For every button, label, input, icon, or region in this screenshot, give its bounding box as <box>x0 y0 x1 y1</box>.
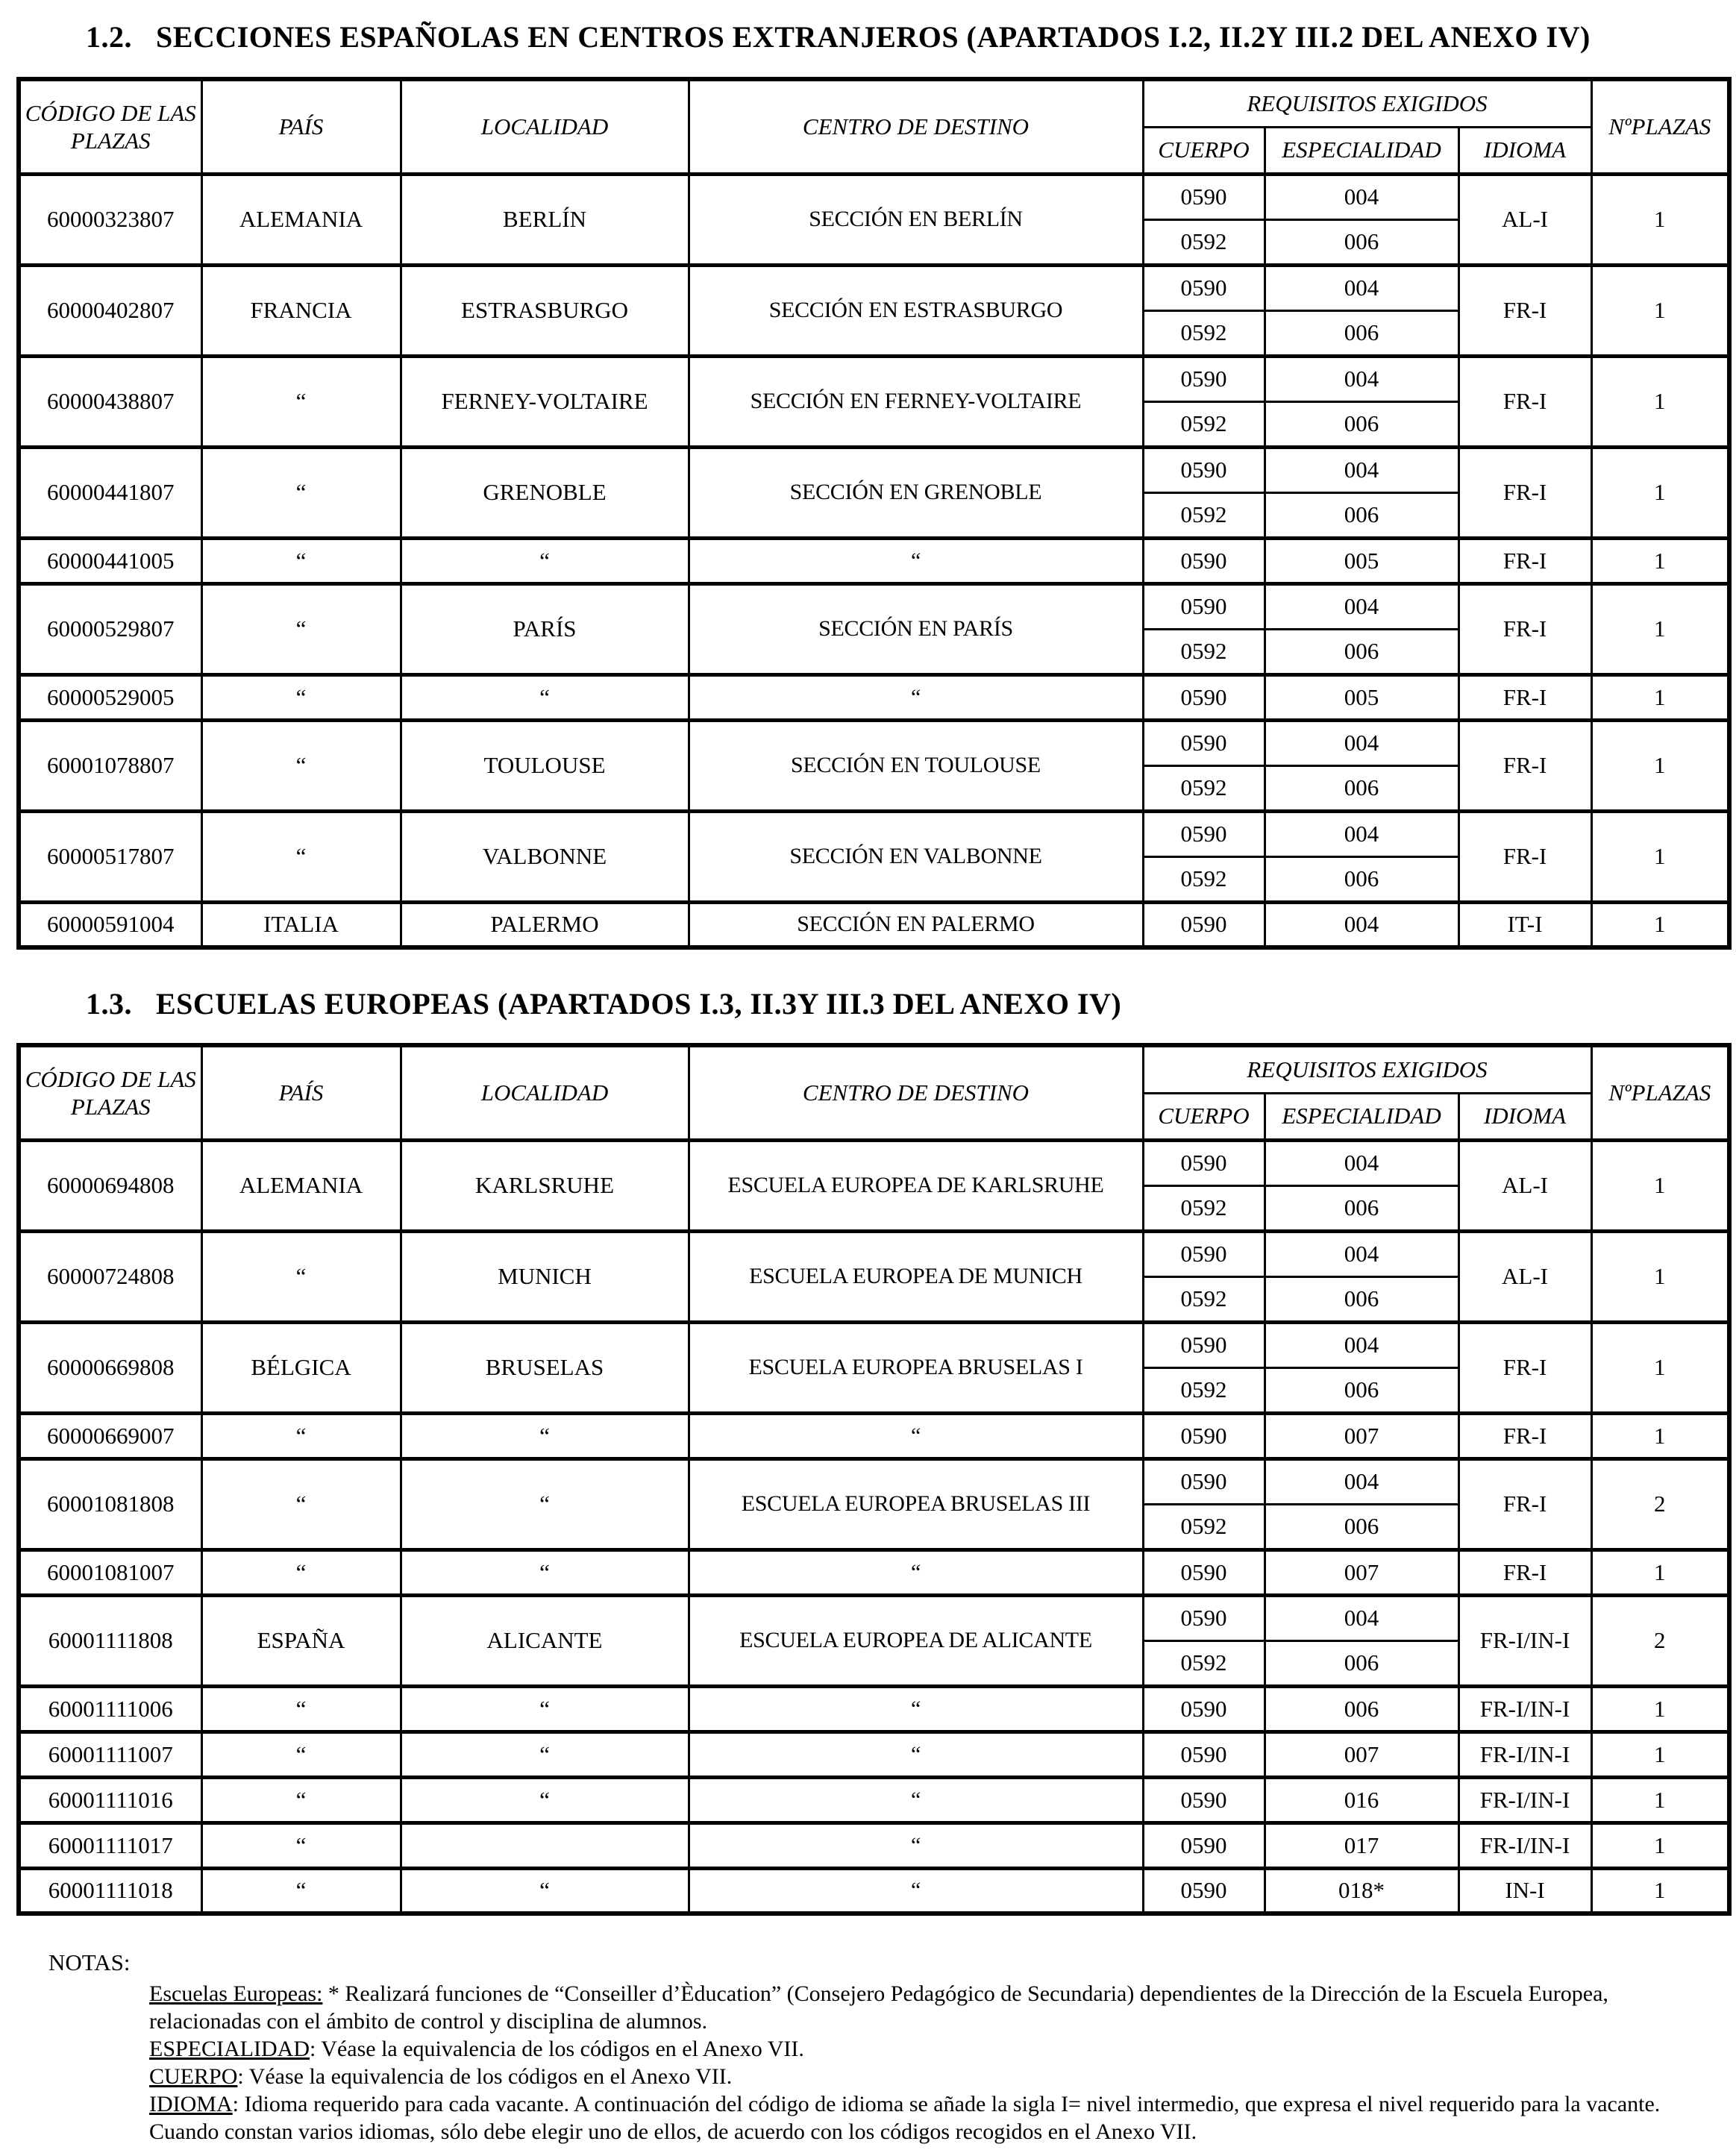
table-row <box>19 1868 1729 1914</box>
cell-idioma: FR-I/IN-I <box>1458 1731 1591 1777</box>
table-row <box>19 1731 1729 1777</box>
cell-pais: “ <box>201 538 401 583</box>
cell-localidad: “ <box>401 674 689 720</box>
cell-cuerpo: 0592 <box>1143 765 1265 811</box>
cell-especialidad: 017 <box>1265 1823 1458 1868</box>
cell-plazas: 1 <box>1591 1413 1729 1458</box>
cell-especialidad: 004 <box>1265 174 1458 219</box>
note-text: * Realizará funciones de “Conseiller d’Èducation” (Consejero Pedagógico de Secundaria) dependientes de la Dirección de la Escuela Europea, relacionadas con el ámbito de control y disciplina de alumnos. <box>149 1981 1608 2034</box>
table-header <box>19 1045 1729 1140</box>
cell-centro: SECCIÓN EN ESTRASBURGO <box>689 265 1143 356</box>
col-header-especialidad: ESPECIALIDAD <box>1265 127 1458 174</box>
cell-cuerpo: 0590 <box>1143 174 1265 219</box>
header-row-top <box>19 1045 1729 1093</box>
cell-cuerpo: 0592 <box>1143 492 1265 538</box>
cell-idioma: FR-I <box>1458 1413 1591 1458</box>
table-escuelas-europeas <box>16 1043 1732 1916</box>
cell-especialidad: 006 <box>1265 1686 1458 1731</box>
cell-centro: SECCIÓN EN BERLÍN <box>689 174 1143 265</box>
cell-especialidad: 006 <box>1265 765 1458 811</box>
cell-cuerpo: 0592 <box>1143 219 1265 265</box>
cell-plazas: 1 <box>1591 1231 1729 1322</box>
cell-especialidad: 006 <box>1265 401 1458 447</box>
cell-especialidad: 006 <box>1265 492 1458 538</box>
section-number: 1.2. <box>86 20 132 54</box>
col-header-idioma: IDIOMA <box>1458 1093 1591 1140</box>
cell-cuerpo: 0592 <box>1143 856 1265 902</box>
cell-cuerpo: 0590 <box>1143 1458 1265 1504</box>
cell-cuerpo: 0592 <box>1143 1504 1265 1549</box>
cell-plazas: 1 <box>1591 356 1729 447</box>
cell-centro: “ <box>689 1686 1143 1731</box>
cell-cuerpo: 0590 <box>1143 583 1265 629</box>
cell-codigo: 60000438807 <box>19 356 201 447</box>
note-text: : Véase la equivalencia de los códigos en el Anexo VII. <box>310 2037 804 2061</box>
table-row <box>19 902 1729 947</box>
cell-cuerpo: 0590 <box>1143 356 1265 401</box>
table-row <box>19 1140 1729 1185</box>
cell-plazas: 1 <box>1591 720 1729 811</box>
cell-centro: SECCIÓN EN FERNEY-VOLTAIRE <box>689 356 1143 447</box>
cell-idioma: FR-I/IN-I <box>1458 1777 1591 1823</box>
col-header-plazas: NºPLAZAS <box>1591 79 1729 174</box>
cell-pais: “ <box>201 1549 401 1595</box>
cell-pais: “ <box>201 720 401 811</box>
section-title: ESCUELAS EUROPEAS (APARTADOS I.3, II.3Y III.3 DEL ANEXO IV) <box>156 987 1122 1021</box>
cell-cuerpo: 0590 <box>1143 902 1265 947</box>
cell-codigo: 60000441005 <box>19 538 201 583</box>
cell-centro: SECCIÓN EN TOULOUSE <box>689 720 1143 811</box>
cell-centro: SECCIÓN EN GRENOBLE <box>689 447 1143 538</box>
cell-idioma: AL-I <box>1458 1231 1591 1322</box>
table-row <box>19 356 1729 401</box>
cell-plazas: 1 <box>1591 1823 1729 1868</box>
cell-localidad: MUNICH <box>401 1231 689 1322</box>
cell-centro: SECCIÓN EN VALBONNE <box>689 811 1143 902</box>
table-row <box>19 1777 1729 1823</box>
cell-codigo: 60001111007 <box>19 1731 201 1777</box>
cell-especialidad: 004 <box>1265 1231 1458 1276</box>
cell-idioma: FR-I <box>1458 356 1591 447</box>
cell-plazas: 1 <box>1591 1549 1729 1595</box>
cell-cuerpo: 0592 <box>1143 1185 1265 1231</box>
table-row <box>19 1413 1729 1458</box>
cell-especialidad: 006 <box>1265 1276 1458 1322</box>
cell-cuerpo: 0590 <box>1143 265 1265 310</box>
cell-pais: ITALIA <box>201 902 401 947</box>
cell-plazas: 1 <box>1591 538 1729 583</box>
note-term: CUERPO <box>149 2064 238 2089</box>
table-row <box>19 1322 1729 1367</box>
cell-centro: “ <box>689 1868 1143 1914</box>
cell-especialidad: 007 <box>1265 1549 1458 1595</box>
cell-cuerpo: 0590 <box>1143 1549 1265 1595</box>
table-row <box>19 447 1729 492</box>
cell-localidad: ALICANTE <box>401 1595 689 1686</box>
section-heading-1-2 <box>86 19 1591 54</box>
cell-localidad: “ <box>401 1458 689 1549</box>
cell-cuerpo: 0590 <box>1143 1322 1265 1367</box>
cell-idioma: FR-I <box>1458 1549 1591 1595</box>
col-header-requisitos: REQUISITOS EXIGIDOS <box>1143 79 1591 127</box>
cell-pais: ALEMANIA <box>201 1140 401 1231</box>
cell-plazas: 1 <box>1591 811 1729 902</box>
cell-localidad: KARLSRUHE <box>401 1140 689 1231</box>
table-row <box>19 174 1729 219</box>
cell-pais: “ <box>201 1823 401 1868</box>
cell-especialidad: 005 <box>1265 674 1458 720</box>
cell-cuerpo: 0590 <box>1143 1823 1265 1868</box>
table-body <box>19 174 1729 947</box>
cell-especialidad: 006 <box>1265 1640 1458 1686</box>
cell-localidad: “ <box>401 1777 689 1823</box>
notes-label: NOTAS: <box>48 1949 131 1975</box>
table-row <box>19 674 1729 720</box>
table-row <box>19 1231 1729 1276</box>
cell-especialidad: 004 <box>1265 902 1458 947</box>
cell-localidad: “ <box>401 1413 689 1458</box>
table-row <box>19 1549 1729 1595</box>
cell-idioma: AL-I <box>1458 1140 1591 1231</box>
cell-pais: “ <box>201 1686 401 1731</box>
cell-pais: “ <box>201 447 401 538</box>
cell-codigo: 60001078807 <box>19 720 201 811</box>
cell-centro: ESCUELA EUROPEA DE MUNICH <box>689 1231 1143 1322</box>
cell-idioma: FR-I <box>1458 583 1591 674</box>
cell-pais: “ <box>201 1458 401 1549</box>
cell-centro: ESCUELA EUROPEA BRUSELAS III <box>689 1458 1143 1549</box>
cell-cuerpo: 0590 <box>1143 720 1265 765</box>
section-heading-1-3 <box>86 986 1121 1021</box>
cell-pais: “ <box>201 1231 401 1322</box>
note-term: IDIOMA <box>149 2092 233 2116</box>
cell-cuerpo: 0590 <box>1143 1777 1265 1823</box>
cell-centro: “ <box>689 538 1143 583</box>
note-text: : Véase la equivalencia de los códigos en el Anexo VII. <box>237 2064 733 2089</box>
notes-section <box>48 1949 1716 2146</box>
cell-especialidad: 006 <box>1265 1504 1458 1549</box>
table-header <box>19 79 1729 174</box>
note-especialidad <box>149 2035 1712 2063</box>
cell-centro: SECCIÓN EN PALERMO <box>689 902 1143 947</box>
cell-idioma: FR-I/IN-I <box>1458 1686 1591 1731</box>
cell-codigo: 60001111006 <box>19 1686 201 1731</box>
cell-idioma: FR-I <box>1458 265 1591 356</box>
cell-cuerpo: 0592 <box>1143 401 1265 447</box>
cell-codigo: 60000529005 <box>19 674 201 720</box>
cell-localidad <box>401 1823 689 1868</box>
cell-centro: ESCUELA EUROPEA DE ALICANTE <box>689 1595 1143 1686</box>
header-row-top <box>19 79 1729 127</box>
cell-pais: FRANCIA <box>201 265 401 356</box>
cell-centro: ESCUELA EUROPEA BRUSELAS I <box>689 1322 1143 1413</box>
cell-centro: “ <box>689 1413 1143 1458</box>
cell-centro: “ <box>689 674 1143 720</box>
cell-idioma: FR-I <box>1458 811 1591 902</box>
cell-localidad: VALBONNE <box>401 811 689 902</box>
cell-codigo: 60001111808 <box>19 1595 201 1686</box>
cell-idioma: FR-I <box>1458 1458 1591 1549</box>
cell-plazas: 1 <box>1591 583 1729 674</box>
cell-especialidad: 005 <box>1265 538 1458 583</box>
cell-plazas: 1 <box>1591 1686 1729 1731</box>
cell-pais: “ <box>201 1413 401 1458</box>
cell-idioma: FR-I <box>1458 447 1591 538</box>
col-header-localidad: LOCALIDAD <box>401 79 689 174</box>
cell-pais: “ <box>201 674 401 720</box>
cell-especialidad: 006 <box>1265 1185 1458 1231</box>
cell-codigo: 60000323807 <box>19 174 201 265</box>
cell-localidad: BERLÍN <box>401 174 689 265</box>
cell-plazas: 1 <box>1591 1322 1729 1413</box>
cell-codigo: 60001111018 <box>19 1868 201 1914</box>
cell-localidad: GRENOBLE <box>401 447 689 538</box>
cell-especialidad: 006 <box>1265 629 1458 674</box>
cell-idioma: IN-I <box>1458 1868 1591 1914</box>
cell-especialidad: 004 <box>1265 811 1458 856</box>
cell-cuerpo: 0590 <box>1143 1140 1265 1185</box>
section-title: SECCIONES ESPAÑOLAS EN CENTROS EXTRANJEROS (APARTADOS I.2, II.2Y III.2 DEL ANEXO IV) <box>156 20 1591 54</box>
cell-especialidad: 004 <box>1265 720 1458 765</box>
cell-plazas: 2 <box>1591 1458 1729 1549</box>
note-term: ESPECIALIDAD <box>149 2037 310 2061</box>
cell-especialidad: 004 <box>1265 1595 1458 1640</box>
col-header-cuerpo: CUERPO <box>1143 1093 1265 1140</box>
cell-idioma: FR-I/IN-I <box>1458 1595 1591 1686</box>
cell-centro: “ <box>689 1731 1143 1777</box>
cell-pais: “ <box>201 811 401 902</box>
cell-pais: “ <box>201 1868 401 1914</box>
table-row <box>19 1823 1729 1868</box>
cell-especialidad: 016 <box>1265 1777 1458 1823</box>
cell-cuerpo: 0592 <box>1143 1367 1265 1413</box>
col-header-especialidad: ESPECIALIDAD <box>1265 1093 1458 1140</box>
cell-localidad: ESTRASBURGO <box>401 265 689 356</box>
col-header-localidad: LOCALIDAD <box>401 1045 689 1140</box>
cell-cuerpo: 0590 <box>1143 1413 1265 1458</box>
cell-cuerpo: 0592 <box>1143 1640 1265 1686</box>
cell-cuerpo: 0590 <box>1143 674 1265 720</box>
cell-localidad: FERNEY-VOLTAIRE <box>401 356 689 447</box>
table-row <box>19 583 1729 629</box>
note-idioma <box>149 2090 1712 2146</box>
cell-cuerpo: 0592 <box>1143 310 1265 356</box>
cell-plazas: 1 <box>1591 902 1729 947</box>
cell-cuerpo: 0590 <box>1143 1868 1265 1914</box>
cell-cuerpo: 0590 <box>1143 538 1265 583</box>
cell-pais: “ <box>201 1731 401 1777</box>
cell-localidad: PALERMO <box>401 902 689 947</box>
cell-plazas: 1 <box>1591 1777 1729 1823</box>
cell-plazas: 1 <box>1591 447 1729 538</box>
col-header-plazas: NºPLAZAS <box>1591 1045 1729 1140</box>
col-header-requisitos: REQUISITOS EXIGIDOS <box>1143 1045 1591 1093</box>
table-body <box>19 1140 1729 1914</box>
cell-codigo: 60001081007 <box>19 1549 201 1595</box>
cell-cuerpo: 0590 <box>1143 1231 1265 1276</box>
cell-idioma: FR-I <box>1458 720 1591 811</box>
cell-centro: “ <box>689 1549 1143 1595</box>
table-row <box>19 1458 1729 1504</box>
cell-localidad: PARÍS <box>401 583 689 674</box>
cell-plazas: 1 <box>1591 674 1729 720</box>
cell-plazas: 1 <box>1591 174 1729 265</box>
cell-codigo: 60000402807 <box>19 265 201 356</box>
cell-cuerpo: 0590 <box>1143 811 1265 856</box>
note-text: : Idioma requerido para cada vacante. A continuación del código de idioma se añade la sigla I= nivel intermedio, que expresa el nivel requerido para la vacante. Cuando constan varios idiomas, sólo debe elegir uno de ellos, de acuerdo con los códigos recogidos en el Anexo VII. <box>149 2092 1661 2144</box>
cell-especialidad: 004 <box>1265 1458 1458 1504</box>
cell-codigo: 60000669808 <box>19 1322 201 1413</box>
cell-cuerpo: 0592 <box>1143 629 1265 674</box>
cell-codigo: 60000517807 <box>19 811 201 902</box>
table-secciones-espanolas <box>16 77 1732 950</box>
col-header-idioma: IDIOMA <box>1458 127 1591 174</box>
cell-especialidad: 004 <box>1265 1140 1458 1185</box>
col-header-codigo: CÓDIGO DE LAS PLAZAS <box>19 1045 201 1140</box>
table-row <box>19 1686 1729 1731</box>
cell-idioma: FR-I <box>1458 1322 1591 1413</box>
cell-especialidad: 004 <box>1265 265 1458 310</box>
cell-especialidad: 004 <box>1265 583 1458 629</box>
cell-codigo: 60000724808 <box>19 1231 201 1322</box>
cell-especialidad: 007 <box>1265 1413 1458 1458</box>
col-header-pais: PAÍS <box>201 1045 401 1140</box>
cell-especialidad: 004 <box>1265 1322 1458 1367</box>
col-header-codigo: CÓDIGO DE LAS PLAZAS <box>19 79 201 174</box>
cell-centro: SECCIÓN EN PARÍS <box>689 583 1143 674</box>
cell-codigo: 60000669007 <box>19 1413 201 1458</box>
cell-idioma: FR-I <box>1458 538 1591 583</box>
cell-pais: BÉLGICA <box>201 1322 401 1413</box>
note-cuerpo <box>149 2063 1712 2090</box>
cell-centro: ESCUELA EUROPEA DE KARLSRUHE <box>689 1140 1143 1231</box>
cell-especialidad: 006 <box>1265 310 1458 356</box>
cell-especialidad: 007 <box>1265 1731 1458 1777</box>
table-row <box>19 1595 1729 1640</box>
table-row <box>19 265 1729 310</box>
cell-codigo: 60000591004 <box>19 902 201 947</box>
cell-cuerpo: 0590 <box>1143 447 1265 492</box>
table-row <box>19 538 1729 583</box>
table-row <box>19 811 1729 856</box>
cell-codigo: 60001111017 <box>19 1823 201 1868</box>
cell-centro: “ <box>689 1823 1143 1868</box>
cell-localidad: “ <box>401 1549 689 1595</box>
cell-idioma: FR-I <box>1458 674 1591 720</box>
cell-idioma: AL-I <box>1458 174 1591 265</box>
cell-pais: ALEMANIA <box>201 174 401 265</box>
cell-plazas: 1 <box>1591 1140 1729 1231</box>
col-header-cuerpo: CUERPO <box>1143 127 1265 174</box>
cell-idioma: IT-I <box>1458 902 1591 947</box>
cell-pais: ESPAÑA <box>201 1595 401 1686</box>
cell-especialidad: 004 <box>1265 356 1458 401</box>
cell-especialidad: 004 <box>1265 447 1458 492</box>
cell-especialidad: 006 <box>1265 219 1458 265</box>
cell-plazas: 1 <box>1591 1731 1729 1777</box>
cell-especialidad: 006 <box>1265 856 1458 902</box>
section-number: 1.3. <box>86 987 132 1021</box>
col-header-centro: CENTRO DE DESTINO <box>689 1045 1143 1140</box>
cell-localidad: “ <box>401 1731 689 1777</box>
cell-plazas: 2 <box>1591 1595 1729 1686</box>
cell-codigo: 60001081808 <box>19 1458 201 1549</box>
cell-idioma: FR-I/IN-I <box>1458 1823 1591 1868</box>
note-escuelas-europeas <box>149 1980 1712 2035</box>
cell-codigo: 60000529807 <box>19 583 201 674</box>
cell-pais: “ <box>201 356 401 447</box>
cell-localidad: “ <box>401 538 689 583</box>
cell-codigo: 60001111016 <box>19 1777 201 1823</box>
table-row <box>19 720 1729 765</box>
cell-pais: “ <box>201 1777 401 1823</box>
cell-localidad: BRUSELAS <box>401 1322 689 1413</box>
cell-codigo: 60000441807 <box>19 447 201 538</box>
cell-cuerpo: 0590 <box>1143 1731 1265 1777</box>
note-term: Escuelas Europeas: <box>149 1981 323 2006</box>
cell-plazas: 1 <box>1591 265 1729 356</box>
cell-cuerpo: 0590 <box>1143 1686 1265 1731</box>
notes-items <box>149 1980 1712 2146</box>
cell-codigo: 60000694808 <box>19 1140 201 1231</box>
cell-especialidad: 006 <box>1265 1367 1458 1413</box>
col-header-pais: PAÍS <box>201 79 401 174</box>
cell-cuerpo: 0590 <box>1143 1595 1265 1640</box>
cell-especialidad: 018* <box>1265 1868 1458 1914</box>
cell-localidad: “ <box>401 1686 689 1731</box>
cell-localidad: TOULOUSE <box>401 720 689 811</box>
cell-cuerpo: 0592 <box>1143 1276 1265 1322</box>
cell-centro: “ <box>689 1777 1143 1823</box>
cell-localidad: “ <box>401 1868 689 1914</box>
col-header-centro: CENTRO DE DESTINO <box>689 79 1143 174</box>
cell-plazas: 1 <box>1591 1868 1729 1914</box>
cell-pais: “ <box>201 583 401 674</box>
